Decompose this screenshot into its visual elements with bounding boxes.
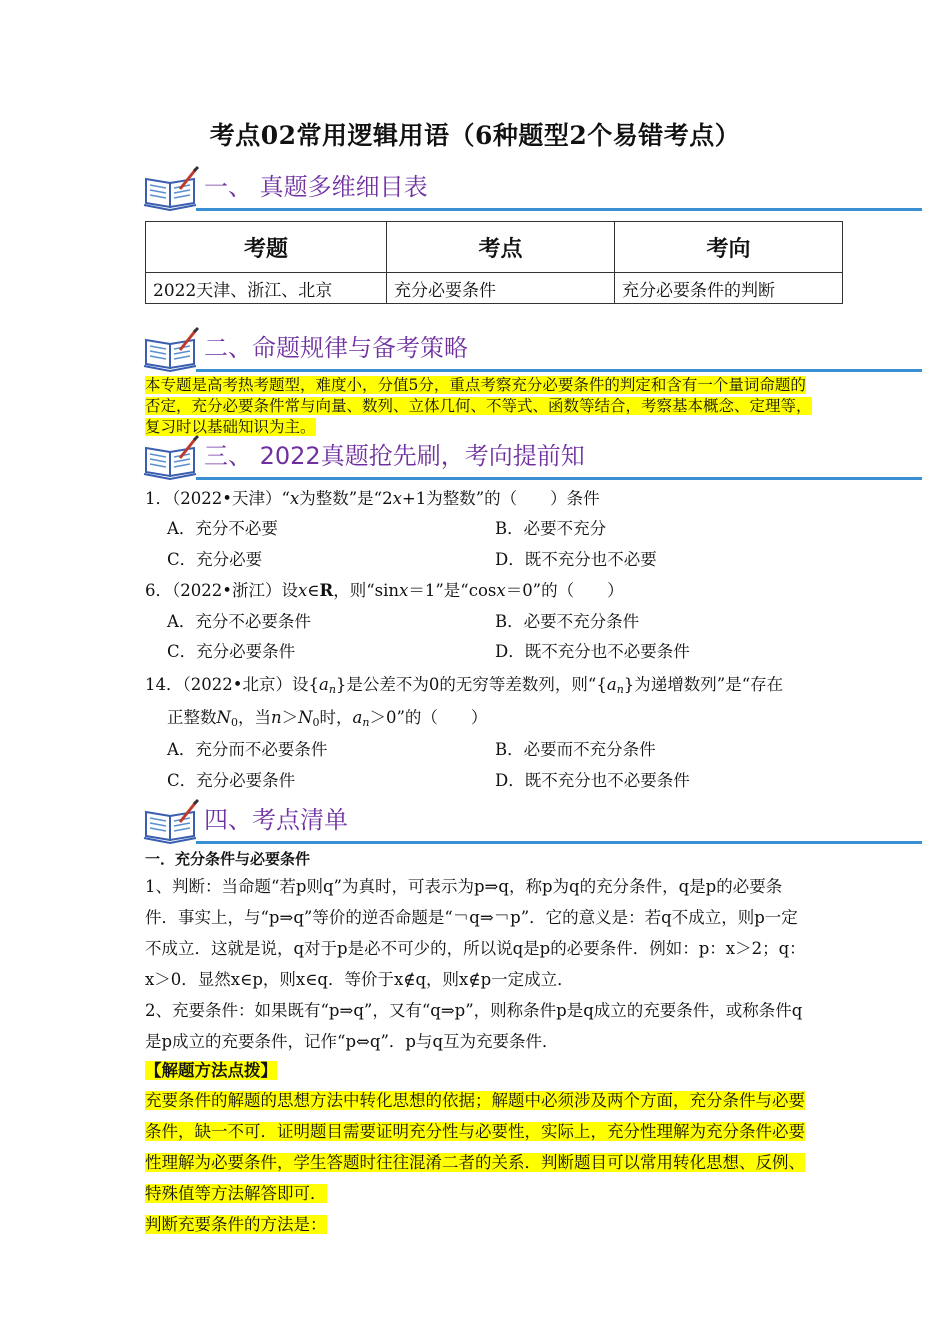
variable: x <box>496 581 506 600</box>
variable: x <box>289 489 300 508</box>
knowledge-point-title: 一．充分条件与必要条件 <box>145 850 311 868</box>
question-text: ＝0”的（ ） <box>505 581 624 600</box>
question-text: ，当 <box>237 708 271 727</box>
section-divider <box>196 208 922 211</box>
subscript: 0 <box>230 716 238 729</box>
option-c: C．充分必要条件 <box>167 642 296 661</box>
section-1-heading <box>142 165 922 211</box>
option-c: C．充分必要条件 <box>167 771 296 790</box>
exam-table <box>145 221 843 304</box>
section-divider <box>196 369 922 372</box>
variable: x <box>392 489 402 508</box>
paragraph-iff: 2、充要条件：如果既有“p⇒q”，又有“q⇒p”，则称条件p是q成立的充要条件，或称条件q是p成立的充要条件，记作“p⇔q”．p与q互为充要条件． <box>145 1001 803 1051</box>
question-text: ＞ <box>281 708 299 727</box>
variable: x <box>399 581 409 600</box>
paragraph-judgement: 1、判断：当命题“若p则q”为真时，可表示为p⇒q，称p为q的充分条件，q是p的必要条件．事实上，与“p⇒q”等价的逆否命题是“￢q⇒￢p”．它的意义是：若q不成立，则p一定不成立．这就是说，q对于p是必不可少的，所以说q是p的必要条件．例如：p：x＞2；q：x＞0．显然x∈p，则x∈q．等价于x∉q，则x∉p一定成立． <box>145 877 806 989</box>
table-header: 考向 <box>615 222 843 273</box>
question-source: （2022•浙江） <box>172 581 282 600</box>
option-a: A．充分而不必要条件 <box>167 740 328 759</box>
question-text: }是公差不为0的无穷等差数列，则“{ <box>335 675 607 694</box>
table-row <box>146 273 843 304</box>
question-text: 正整数 <box>167 708 217 727</box>
question-14 <box>145 671 815 696</box>
section-4-title: 四、考点清单 <box>204 806 348 834</box>
question-text: 为整数”是“2 <box>299 489 393 508</box>
book-icon <box>142 434 200 480</box>
table-header: 考点 <box>387 222 615 273</box>
question-number: 6． <box>145 581 172 600</box>
book-icon <box>142 165 200 211</box>
table-header: 考题 <box>146 222 387 273</box>
option-b: B．必要而不充分条件 <box>495 740 656 759</box>
question-text: ＞0”的（ ） <box>369 708 488 727</box>
option-b: B．必要不充分条件 <box>495 612 640 631</box>
method-end-text: 判断充要条件的方法是： <box>145 1215 327 1234</box>
method-title: 【解题方法点拨】 <box>145 1061 277 1080</box>
table-cell: 充分必要条件的判断 <box>615 273 843 304</box>
option-d: D．既不充分也不必要 <box>495 550 657 569</box>
question-text: ＝1”是“cos <box>408 581 497 600</box>
section-4-heading <box>142 798 922 844</box>
variable: N <box>216 708 231 727</box>
question-1 <box>145 485 815 509</box>
question-text: +1为整数”的（ ）条件 <box>401 489 600 508</box>
strategy-paragraph <box>145 375 813 438</box>
variable: x <box>297 581 308 600</box>
section-2-title: 二、命题规律与备考策略 <box>204 334 468 362</box>
book-icon <box>142 798 200 844</box>
subscript: n <box>616 683 624 696</box>
method-text: 充要条件的解题的思想方法中转化思想的依据；解题中必须涉及两个方面，充分条件与必要条件，缺一不可．证明题目需要证明充分性与必要性，实际上，充分性理解为充分条件必要性理解为必要条件，学生答题时往往混淆二者的关系．判断题目可以常用转化思想、反例、特殊值等方法解答即可． <box>145 1091 805 1203</box>
option-b: B．必要不充分 <box>495 519 607 538</box>
real-set-symbol: R <box>319 581 334 600</box>
question-text: 设 <box>281 581 298 600</box>
question-text: 时， <box>319 708 353 727</box>
section-1-title: 一、 真题多维细目表 <box>204 173 428 201</box>
question-text: 设{ <box>291 675 319 694</box>
variable: a <box>318 675 329 694</box>
subscript: 0 <box>312 716 320 729</box>
table-cell: 充分必要条件 <box>387 273 615 304</box>
option-d: D．既不充分也不必要条件 <box>495 771 690 790</box>
question-14-line-2 <box>167 704 837 729</box>
variable: a <box>606 675 617 694</box>
method-paragraph <box>145 1085 810 1240</box>
question-source: （2022•天津） <box>172 489 282 508</box>
table-header-row <box>146 222 843 273</box>
subscript: n <box>328 683 336 696</box>
section-2-heading <box>142 326 922 372</box>
option-a: A．充分不必要条件 <box>167 612 311 631</box>
subscript: n <box>362 716 370 729</box>
section-3-heading <box>142 434 922 480</box>
method-section <box>145 1055 810 1086</box>
variable: a <box>352 708 363 727</box>
question-text: ，则“sin <box>333 581 400 600</box>
strategy-text: 本专题是高考热考题型，难度小，分值5分，重点考察充分必要条件的判定和含有一个量词命题的否定，充分必要条件常与向量、数列、立体几何、不等式、函数等结合，考察基本概念、定理等，复习时以基础知识为主。 <box>145 376 812 436</box>
variable: N <box>298 708 313 727</box>
question-source: （2022•北京） <box>182 675 292 694</box>
question-text: “ <box>281 489 290 508</box>
question-6 <box>145 577 815 601</box>
book-icon <box>142 326 200 372</box>
question-number: 14． <box>145 675 183 694</box>
question-text: }为递增数列”是“存在 <box>623 675 784 694</box>
section-divider <box>196 477 922 480</box>
question-number: 1． <box>145 489 172 508</box>
section-3-title: 三、 2022真题抢先刷，考向提前知 <box>204 442 585 470</box>
page-title: 考点02常用逻辑用语（6种题型2个易错考点） <box>209 121 741 150</box>
section-divider <box>196 841 922 844</box>
table-cell: 2022天津、浙江、北京 <box>146 273 387 304</box>
option-d: D．既不充分也不必要条件 <box>495 642 690 661</box>
variable: n <box>270 708 282 727</box>
option-a: A．充分不必要 <box>167 519 278 538</box>
option-c: C．充分必要 <box>167 550 263 569</box>
question-text: ∈ <box>307 581 320 600</box>
